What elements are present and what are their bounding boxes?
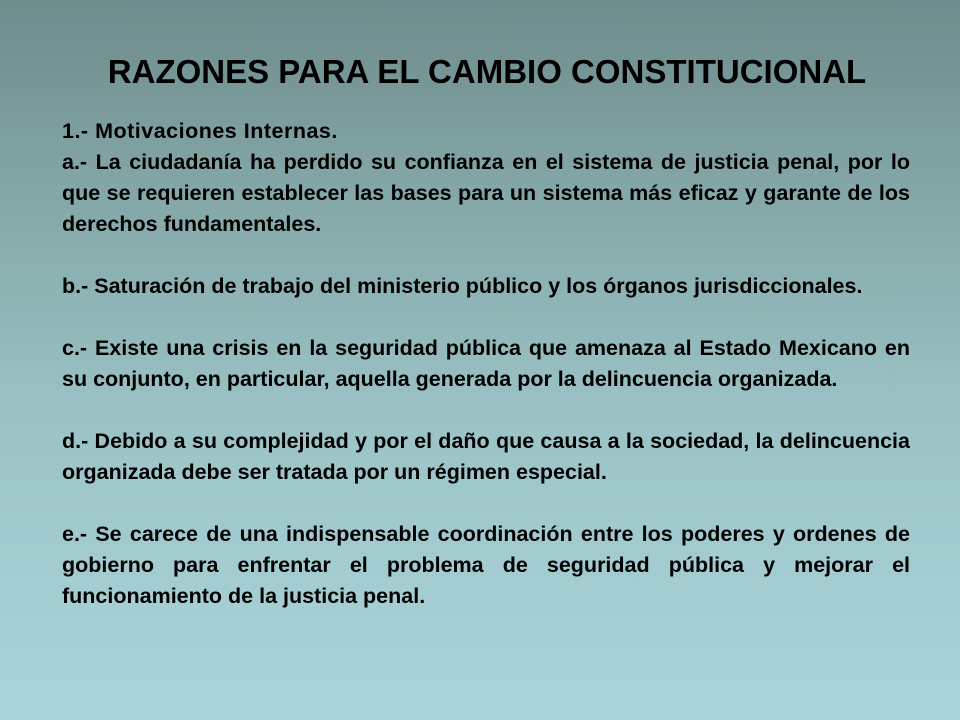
paragraph-a: a.- La ciudadanía ha perdido su confianza en el sistema de justicia penal, por lo que se requieren establecer las bases para un sistema más eficaz y garante de los derechos fundamentales. <box>62 150 910 236</box>
paragraph-b: b.- Saturación de trabajo del ministerio público y los órganos jurisdiccionales. <box>62 274 863 298</box>
paragraph-e: e.- Se carece de una indispensable coordinación entre los poderes y ordenes de gobierno para enfrentar el problema de seguridad pública y mejorar el funcionamiento de la justicia penal. <box>62 522 910 608</box>
paragraph-d: d.- Debido a su complejidad y por el daño que causa a la sociedad, la delincuencia organizada debe ser tratada por un régimen especial. <box>62 429 910 484</box>
paragraph-c: c.- Existe una crisis en la seguridad pública que amenaza al Estado Mexicano en su conjunto, en particular, aquella generada por la delincuencia organizada. <box>62 336 910 391</box>
slide-body <box>62 116 910 612</box>
slide-title: RAZONES PARA EL CAMBIO CONSTITUCIONAL <box>107 53 867 90</box>
section-heading: 1.- Motivaciones Internas. <box>62 119 338 143</box>
